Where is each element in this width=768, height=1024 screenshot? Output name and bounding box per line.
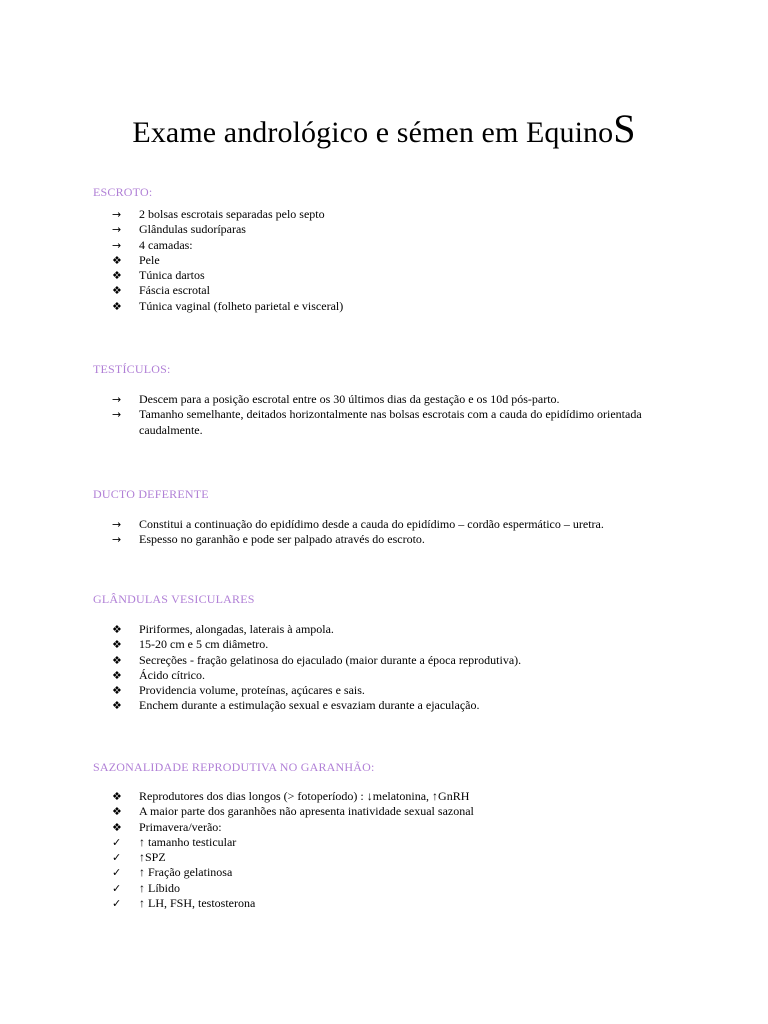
list-item xyxy=(112,622,672,637)
list-item xyxy=(112,517,672,532)
list-item xyxy=(112,283,672,298)
list-item xyxy=(112,637,672,652)
list-item xyxy=(112,532,672,547)
checkmark-bullet-icon: ✓ xyxy=(112,851,122,865)
list-ducto-deferente xyxy=(112,517,672,548)
section-heading-testiculos: TESTÍCULOS: xyxy=(93,362,171,376)
section-heading-glandulas-vesiculares: GLÂNDULAS VESICULARES xyxy=(93,592,255,606)
list-item xyxy=(112,820,672,835)
list-item xyxy=(112,299,672,314)
list-item-text: ↑SPZ xyxy=(139,850,166,865)
diamond-bullet-icon: ❖ xyxy=(112,299,122,313)
list-item-text: Reprodutores dos dias longos (> fotoperíodo) : ↓melatonina, ↑GnRH xyxy=(139,789,470,803)
arrow-bullet-icon: → xyxy=(112,408,122,422)
list-item-text: ↑ tamanho testicular xyxy=(139,834,237,849)
list-item xyxy=(112,207,672,222)
list-item-text: ↑ Fração gelatinosa xyxy=(139,865,233,880)
list-glandulas-vesiculares xyxy=(112,622,672,714)
list-item xyxy=(112,789,672,804)
diamond-bullet-icon: ❖ xyxy=(112,269,122,283)
list-item-text: Tamanho semelhante, deitados horizontalmente nas bolsas escrotais com a cauda do epidídimo orientada caudalmente. xyxy=(139,407,642,437)
diamond-bullet-icon: ❖ xyxy=(112,684,122,698)
list-item-text: Secreções - fração gelatinosa do ejaculado (maior durante a época reprodutiva). xyxy=(139,652,522,667)
diamond-bullet-icon: ❖ xyxy=(112,668,122,682)
arrow-bullet-icon: → xyxy=(112,238,122,252)
arrow-bullet-icon: → xyxy=(112,223,122,237)
list-item-text: 4 camadas: xyxy=(139,237,193,252)
arrow-bullet-icon: → xyxy=(112,518,122,531)
arrow-bullet-icon: → xyxy=(112,533,122,547)
list-item-text: ↑ LH, FSH, testosterona xyxy=(139,896,256,911)
list-item xyxy=(112,804,672,819)
list-item-text: 15-20 cm e 5 cm diâmetro. xyxy=(139,637,269,652)
checkmark-bullet-icon: ✓ xyxy=(112,866,122,880)
section-heading-sazonalidade: SAZONALIDADE REPRODUTIVA NO GARANHÃO: xyxy=(93,760,375,774)
diamond-bullet-icon: ❖ xyxy=(112,805,122,819)
diamond-bullet-icon: ❖ xyxy=(112,820,122,834)
arrow-bullet-icon: → xyxy=(112,393,122,406)
list-item xyxy=(112,668,672,683)
list-item-text: Primavera/verão: xyxy=(139,819,222,834)
title-main: Exame andrológico e sémen em Equino xyxy=(132,116,614,149)
diamond-bullet-icon: ❖ xyxy=(112,284,122,298)
list-item-text: Glândulas sudoríparas xyxy=(139,222,246,237)
list-item xyxy=(112,253,672,268)
list-item-text: Descem para a posição escrotal entre os 30 últimos dias da gestação e os 10d pós-parto. xyxy=(139,392,560,406)
section-heading-escroto: ESCROTO: xyxy=(93,185,153,199)
title-end-letter: S xyxy=(613,106,636,151)
list-item-text: Ácido cítrico. xyxy=(139,667,205,682)
list-item xyxy=(112,865,672,880)
list-item xyxy=(112,698,672,713)
list-item xyxy=(112,268,672,283)
list-item xyxy=(112,683,672,698)
list-sazonalidade xyxy=(112,789,672,911)
list-item-text: Espesso no garanhão e pode ser palpado através do escroto. xyxy=(139,532,425,547)
list-item xyxy=(112,835,672,850)
list-item-text: Piriformes, alongadas, laterais à ampola. xyxy=(139,622,334,636)
checkmark-bullet-icon: ✓ xyxy=(112,881,122,895)
diamond-bullet-icon: ❖ xyxy=(112,790,122,803)
list-item xyxy=(112,222,672,237)
document-title xyxy=(0,106,768,156)
list-item xyxy=(112,881,672,896)
list-item xyxy=(112,407,672,438)
list-item-text: Constitui a continuação do epidídimo desde a cauda do epidídimo – cordão espermático – uretra. xyxy=(139,517,604,531)
list-item-text: Enchem durante a estimulação sexual e esvaziam durante a ejaculação. xyxy=(139,698,480,713)
checkmark-bullet-icon: ✓ xyxy=(112,897,122,911)
diamond-bullet-icon: ❖ xyxy=(112,623,122,636)
diamond-bullet-icon: ❖ xyxy=(112,699,122,713)
list-item-text: ↑ Líbido xyxy=(139,880,180,895)
list-testiculos xyxy=(112,392,672,438)
list-item-text: A maior parte dos garanhões não apresenta inatividade sexual sazonal xyxy=(139,804,474,819)
diamond-bullet-icon: ❖ xyxy=(112,638,122,652)
list-item xyxy=(112,653,672,668)
list-item-text: Túnica vaginal (folheto parietal e visceral) xyxy=(139,298,344,313)
arrow-bullet-icon: → xyxy=(112,208,122,221)
list-escroto xyxy=(112,207,672,314)
section-heading-ducto-deferente: DUCTO DEFERENTE xyxy=(93,487,209,501)
list-item-text: 2 bolsas escrotais separadas pelo septo xyxy=(139,207,325,221)
list-item-text: Túnica dartos xyxy=(139,268,205,283)
diamond-bullet-icon: ❖ xyxy=(112,253,122,267)
list-item xyxy=(112,238,672,253)
list-item xyxy=(112,896,672,911)
list-item-text: Fáscia escrotal xyxy=(139,283,210,298)
list-item-text: Pele xyxy=(139,252,160,267)
checkmark-bullet-icon: ✓ xyxy=(112,835,122,849)
list-item-text: Providencia volume, proteínas, açúcares e sais. xyxy=(139,683,365,698)
list-item xyxy=(112,392,672,407)
list-item xyxy=(112,850,672,865)
diamond-bullet-icon: ❖ xyxy=(112,653,122,667)
